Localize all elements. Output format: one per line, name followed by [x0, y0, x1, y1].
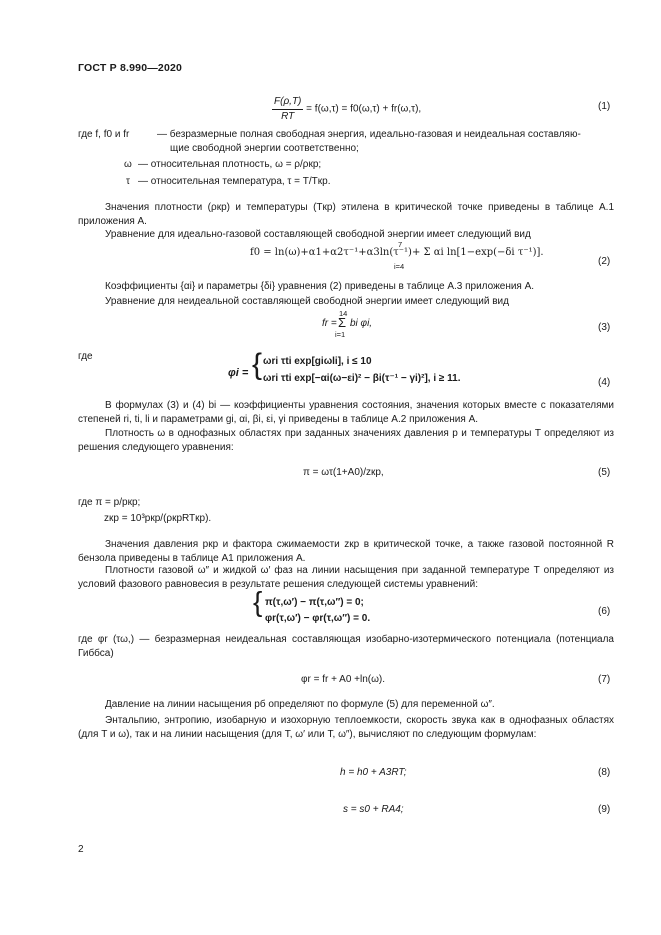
eq4-number: (4) [598, 377, 611, 388]
equation-7: φr = fr + A0 +ln(ω). [301, 674, 386, 685]
eq6-number: (6) [598, 606, 611, 617]
eq4-case1: ωri τti exp[giωli], i ≤ 10 [263, 356, 372, 367]
paragraph-critical-pressure: Значения давления pкр и фактора сжимаемости zкр в критической точке, а также газовой постоянной R бензола приведены в таблице А1 приложения А. [78, 539, 614, 564]
where1-omega-desc: — относительная плотность, ω = ρ/ρкр; [138, 159, 322, 170]
where1-desc-line2: щие свободной энергии соответственно; [170, 143, 359, 154]
eq3-sum-lower: i=1 [335, 330, 346, 339]
eq2-number: (2) [598, 256, 611, 267]
standard-header: ГОСТ Р 8.990—2020 [78, 62, 183, 74]
where1-tau-symbol: τ [126, 176, 130, 187]
eq1-denominator: RT [281, 110, 295, 122]
eq6-brace: { [253, 586, 263, 617]
eq5-number: (5) [598, 467, 611, 478]
eq1-number: (1) [598, 101, 611, 112]
eq4-case2: ωri τti exp[−αi(ω−εi)² − βi(τ⁻¹ − γi)²], i ≥ 11. [263, 373, 461, 384]
paragraph-critical-values: Значения плотности (ρкр) и температуры (Tкр) этилена в критической точке приведены в таблице А.1 приложения А. [78, 202, 614, 227]
page-number: 2 [78, 844, 84, 855]
eq3-sigma: Σ [338, 315, 347, 330]
eq6-line1: π(τ,ω′) − π(τ,ω″) = 0; [265, 597, 364, 608]
where2-label: где [78, 351, 93, 362]
eq2-body: f0 = ln(ω)+α1+α2τ⁻¹+α3ln(τ⁻¹)+ Σ αi ln[1−exp(−δi τ⁻¹)]. [250, 247, 544, 258]
where1-tau-desc: — относительная температура, τ = T/Tкр. [138, 176, 331, 187]
eq6-line2: φr(τ,ω′) − φr(τ,ω″) = 0. [265, 613, 371, 624]
eq2-sum-lower: i=4 [394, 262, 405, 271]
paragraph-formula-notes: В формулах (3) и (4) bi — коэффициенты уравнения состояния, значения которых вместе с показателями степеней ri, ti, li и параметрами gi, αi, βi, εi, γi приведены в таблице А.2 приложения А. [78, 400, 614, 425]
equation-9: s = s0 + RA4; [343, 804, 404, 815]
equation-1 [272, 95, 421, 123]
paragraph-ideal-gas-intro: Уравнение для идеально-газовой составляющей свободной энергии имеет следующий вид [105, 229, 531, 240]
paragraph-nonideal-intro: Уравнение для неидеальной составляющей свободной энергии имеет следующий вид [105, 296, 509, 307]
equation-5: π = ωτ(1+A0)/zкр, [303, 467, 384, 478]
eq7-number: (7) [598, 674, 611, 685]
paragraph-gibbs-potential: где φr (τω,) — безразмерная неидеальная составляющая изобарно-изотермического потенциала (потенциала Гиббса) [78, 634, 614, 659]
paragraph-coefficients: Коэффициенты {αi} и параметры {δi} уравнения (2) приведены в таблице А.3 приложения А. [105, 281, 535, 292]
paragraph-saturation-pressure: Давление на линии насыщения pб определяют по формуле (5) для переменной ω″. [105, 699, 495, 710]
equation-2 [250, 246, 544, 260]
eq8-number: (8) [598, 767, 611, 778]
eq1-numerator: F(ρ,T) [272, 95, 303, 110]
eq3-rhs: bi φi, [350, 318, 373, 329]
eq1-rhs: = f(ω,τ) = f0(ω,τ) + fr(ω,τ), [306, 103, 422, 115]
eq3-sum-upper: 14 [339, 309, 348, 318]
eq1-fraction [272, 95, 303, 123]
eq2-sum-upper: 7 [398, 240, 403, 249]
where1-desc-line1: — безразмерные полная свободная энергия, идеально-газовая и неидеальная составляю- [157, 129, 581, 140]
where1-omega-symbol: ω [124, 159, 132, 170]
where1-lead: где f, f0 и fr [78, 129, 130, 140]
eq4-brace: { [252, 348, 263, 381]
eq3-number: (3) [598, 322, 611, 333]
eq4-lhs: φi = [228, 367, 249, 379]
eq9-number: (9) [598, 804, 611, 815]
eq3-lhs: fr = [322, 318, 337, 329]
where3-line1: где π = p/pкр; [78, 497, 141, 508]
equation-8: h = h0 + A3RT; [340, 767, 407, 778]
paragraph-saturation-densities: Плотности газовой ω″ и жидкой ω′ фаз на линии насыщения при заданной температуре T определяют из условий фазового равновесия в результате решения следующей системы уравнений: [78, 565, 614, 590]
paragraph-density-solution: Плотность ω в однофазных областях при заданных значениях давления p и температуры T определяют из решения следующего уравнения: [78, 428, 614, 453]
where3-line2: zкр = 10³pкр/(ρкрRTкр). [104, 513, 212, 524]
paragraph-thermo-properties: Энтальпию, энтропию, изобарную и изохорную теплоемкости, скорость звука как в однофазных областях (для T и ω), так и на линии насыщения (для T, ω′ или T, ω″), вычисляют по следующим формулам: [78, 715, 614, 740]
